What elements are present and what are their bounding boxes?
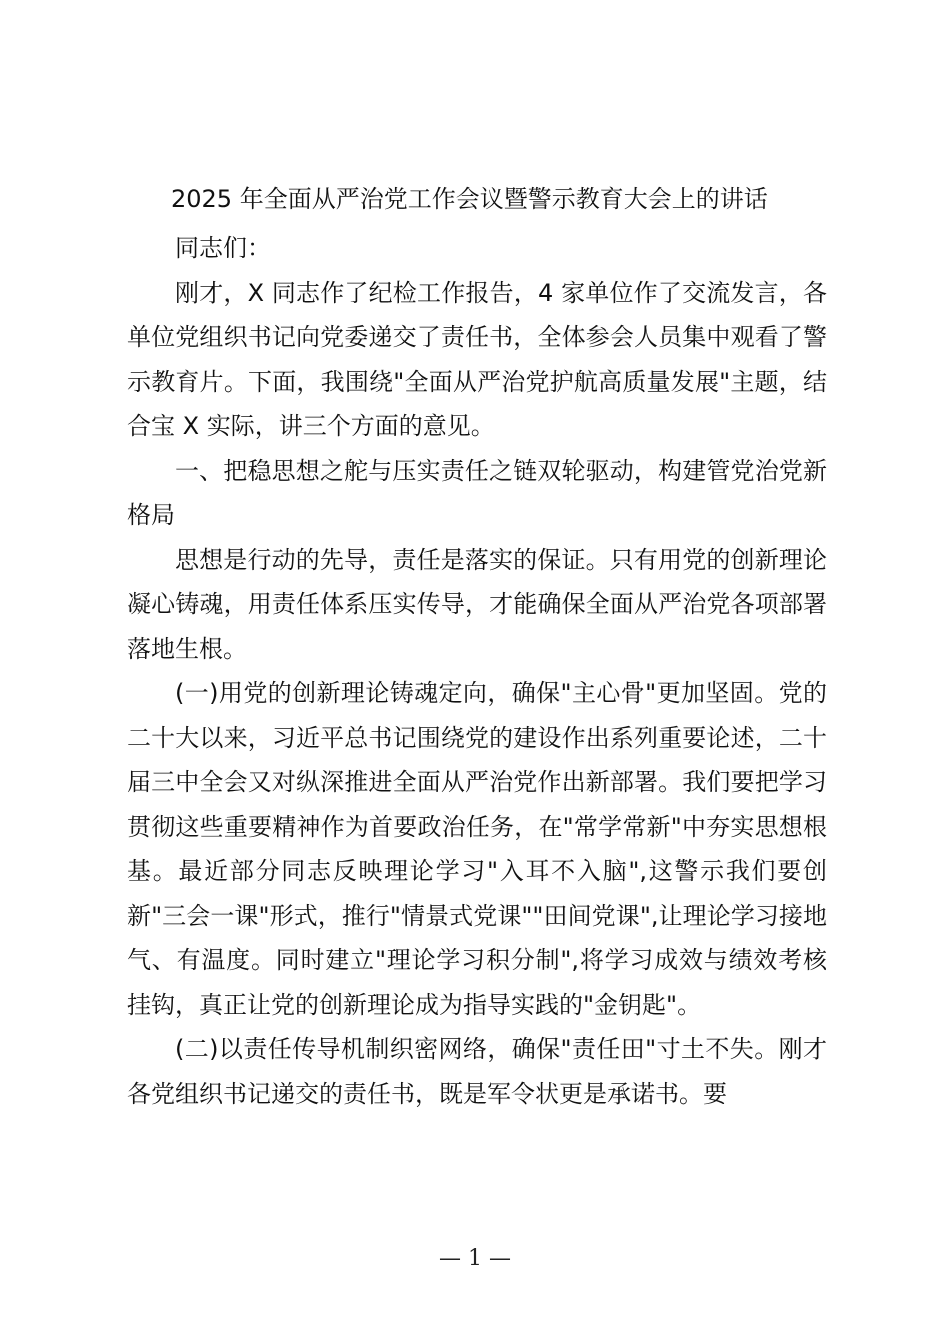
subsection-2-paragraph: (二)以责任传导机制织密网络，确保"责任田"寸土不失。刚才各党组织书记递交的责任书，既是军令状更是承诺书。要 — [127, 1035, 827, 1108]
opening-paragraph: 刚才，X 同志作了纪检工作报告，4 家单位作了交流发言，各单位党组织书记向党委递交了责任书，全体参会人员集中观看了警示教育片。下面，我围绕"全面从严治党护航高质量发展"主题，结合宝 X 实际，讲三个方面的意见。 — [127, 278, 827, 440]
document-body — [127, 226, 827, 1116]
salutation-paragraph: 同志们： — [175, 234, 271, 262]
section-heading-1: 一、把稳思想之舵与压实责任之链双轮驱动，构建管党治党新格局 — [127, 456, 827, 529]
page-number: — 1 — — [439, 1246, 511, 1271]
subsection-1-paragraph: (一)用党的创新理论铸魂定向，确保"主心骨"更加坚固。党的二十大以来，习近平总书记围绕党的建设作出系列重要论述，二十届三中全会又对纵深推进全面从严治党作出新部署。我们要把学习贯彻这些重要精神作为首要政治任务，在"常学常新"中夯实思想根基。最近部分同志反映理论学习"入耳不入脑",这警示我们要创新"三会一课"形式，推行"情景式党课""田间党课",让理论学习接地气、有温度。同时建立"理论学习积分制",将学习成效与绩效考核挂钩，真正让党的创新理论成为指导实践的"金钥匙"。 — [127, 679, 827, 1019]
document-title: 2025 年全面从严治党工作会议暨警示教育大会上的讲话 — [171, 185, 768, 213]
section-intro-paragraph: 思想是行动的先导，责任是落实的保证。只有用党的创新理论凝心铸魂，用责任体系压实传导，才能确保全面从严治党各项部署落地生根。 — [127, 545, 827, 663]
